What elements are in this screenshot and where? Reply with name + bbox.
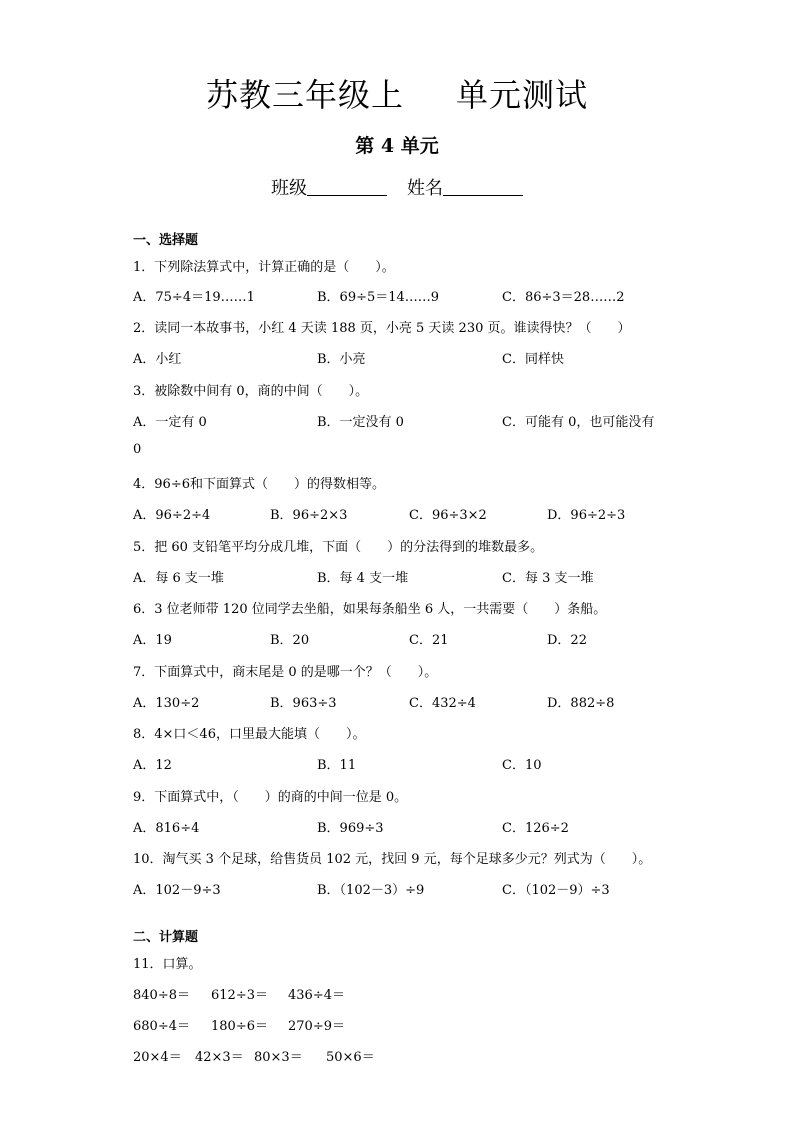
calc-item: 180÷6＝	[211, 1019, 268, 1034]
question-3: 3．被除数中间有 0，商的中间（ ）。	[133, 384, 369, 399]
unit-subtitle: 第 4 单元	[355, 135, 439, 157]
calc-item: 840÷8＝	[133, 988, 190, 1003]
q6-option-d[interactable]: D．22	[547, 633, 587, 648]
class-label: 班级	[271, 178, 307, 199]
calc-item: 50×6＝	[326, 1050, 375, 1065]
q6-option-b[interactable]: B．20	[270, 633, 310, 648]
calc-item: 42×3＝	[195, 1050, 244, 1065]
q7-option-c[interactable]: C．432÷4	[409, 696, 476, 711]
question-9: 9．下面算式中，（ ）的商的中间一位是 0。	[133, 790, 408, 805]
calc-item: 270÷9＝	[288, 1019, 345, 1034]
question-5: 5．把 60 支铅笔平均分成几堆，下面（ ）的分法得到的堆数最多。	[133, 540, 544, 555]
q9-option-c[interactable]: C．126÷2	[502, 821, 569, 836]
title-test: 单元测试	[456, 76, 589, 114]
q8-option-a[interactable]: A．12	[133, 758, 172, 773]
q2-option-b[interactable]: B．小亮	[317, 352, 366, 367]
name-label: 姓名	[407, 178, 443, 199]
q9-option-a[interactable]: A．816÷4	[133, 821, 200, 836]
q10-option-a[interactable]: A．102－9÷3	[133, 883, 221, 898]
q3-option-c-wrap: 0	[133, 442, 142, 457]
q3-option-b[interactable]: B．一定没有 0	[317, 415, 404, 430]
question-8: 8．4×口＜46，口里最大能填（ ）。	[133, 727, 366, 742]
q3-option-c[interactable]: C．可能有 0，也可能没有	[502, 415, 655, 430]
q4-option-d[interactable]: D．96÷2÷3	[547, 508, 626, 523]
q2-option-a[interactable]: A．小红	[133, 352, 182, 367]
q1-option-c[interactable]: C．86÷3＝28……2	[502, 290, 625, 305]
q4-option-c[interactable]: C．96÷3×2	[409, 508, 487, 523]
q3-option-a[interactable]: A．一定有 0	[133, 415, 207, 430]
name-blank[interactable]	[443, 177, 523, 196]
q1-option-b[interactable]: B．69÷5＝14……9	[317, 290, 440, 305]
class-blank[interactable]	[307, 177, 387, 196]
question-7: 7．下面算式中，商末尾是 0 的是哪一个？（ ）。	[133, 665, 438, 680]
q9-option-b[interactable]: B．969÷3	[317, 821, 384, 836]
q5-option-c[interactable]: C．每 3 支一堆	[502, 571, 594, 586]
q10-option-b[interactable]: B．（102－3）÷9	[317, 883, 425, 898]
section-heading-calc: 二、计算题	[133, 930, 199, 945]
title-grade: 苏教三年级上	[205, 76, 404, 114]
q4-option-b[interactable]: B．96÷2×3	[270, 508, 348, 523]
student-info	[0, 174, 794, 200]
q5-option-b[interactable]: B．每 4 支一堆	[317, 571, 409, 586]
q7-option-a[interactable]: A．130÷2	[133, 696, 200, 711]
q6-option-c[interactable]: C．21	[409, 633, 449, 648]
q1-option-a[interactable]: A．75÷4＝19……1	[133, 290, 255, 305]
question-2: 2．读同一本故事书，小红 4 天读 188 页，小亮 5 天读 230 页。谁读得快？（ ）	[133, 321, 631, 336]
calc-item: 436÷4＝	[288, 988, 345, 1003]
page-title	[0, 70, 794, 116]
calc-item: 680÷4＝	[133, 1019, 190, 1034]
q4-option-a[interactable]: A．96÷2÷4	[133, 508, 211, 523]
q2-option-c[interactable]: C．同样快	[502, 352, 564, 367]
q6-option-a[interactable]: A．19	[133, 633, 172, 648]
q5-option-a[interactable]: A．每 6 支一堆	[133, 571, 224, 586]
section-heading-choice: 一、选择题	[133, 233, 199, 248]
q7-option-b[interactable]: B．963÷3	[270, 696, 337, 711]
question-4: 4．96÷6和下面算式（ ）的得数相等。	[133, 477, 385, 492]
question-6: 6．3 位老师带 120 位同学去坐船，如果每条船坐 6 人，一共需要（ ）条船。	[133, 602, 607, 617]
q8-option-c[interactable]: C．10	[502, 758, 542, 773]
calc-item: 612÷3＝	[211, 988, 268, 1003]
q10-option-c[interactable]: C．（102－9）÷3	[502, 883, 610, 898]
question-1: 1．下列除法算式中，计算正确的是（ ）。	[133, 260, 395, 275]
question-11: 11．口算。	[133, 957, 202, 972]
calc-item: 20×4＝	[133, 1050, 182, 1065]
q7-option-d[interactable]: D．882÷8	[547, 696, 615, 711]
question-10: 10．淘气买 3 个足球，给售货员 102 元，找回 9 元，每个足球多少元？列式为（ ）。	[133, 852, 652, 867]
calc-item: 80×3＝	[254, 1050, 303, 1065]
q8-option-b[interactable]: B．11	[317, 758, 357, 773]
